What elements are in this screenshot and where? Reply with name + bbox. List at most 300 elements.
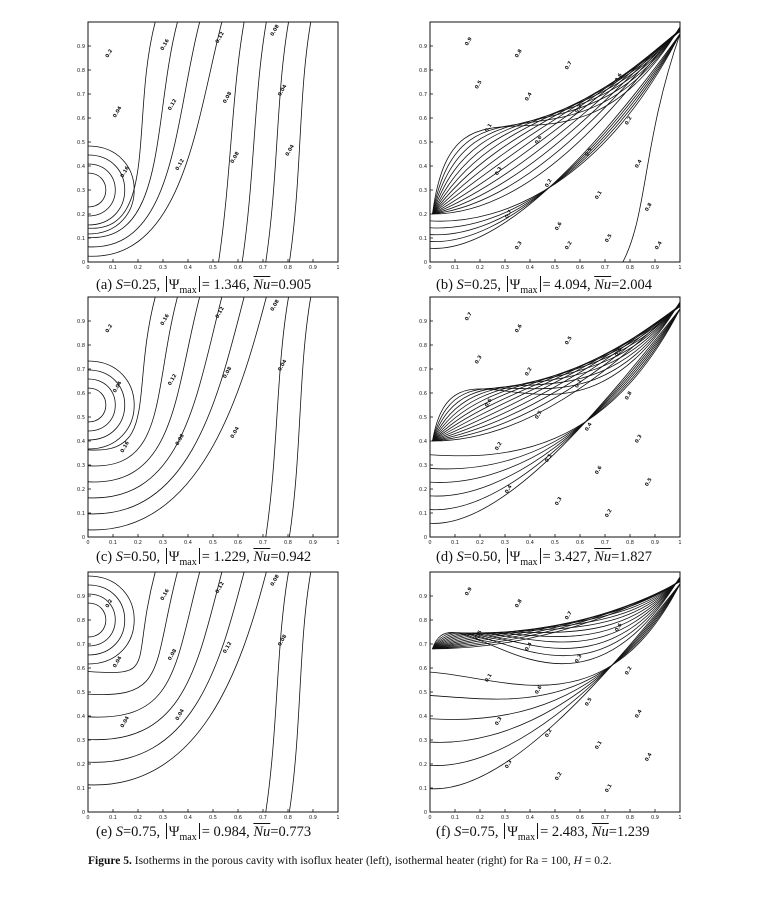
y-tick-label: 0.4	[77, 713, 85, 720]
x-tick-label: 0.6	[234, 815, 242, 821]
contour-label: 0.1	[594, 189, 604, 201]
caption-psi-sub: max	[520, 284, 538, 296]
isotherm-line	[433, 31, 681, 214]
x-tick-label: 1	[336, 265, 340, 271]
figure-caption-h-label: H	[573, 855, 582, 867]
figure-caption-text: Isotherms in the porous cavity with isoflux heater (left), isothermal heater (right) for Ra = 100,	[134, 855, 571, 867]
contour-label: 0.5	[564, 335, 574, 346]
caption-c	[96, 548, 311, 568]
contour-label: 0.2	[494, 440, 504, 452]
y-tick-label: 0.2	[419, 486, 427, 493]
caption-s-value: =0.25,	[463, 277, 501, 293]
panel-c	[77, 297, 340, 547]
y-tick-label: 0.4	[77, 163, 85, 170]
caption-s-label: S	[454, 824, 462, 840]
caption-s-value: =0.50,	[463, 549, 501, 565]
x-tick-label: 0.8	[284, 540, 292, 546]
x-tick-label: 0.1	[109, 540, 117, 546]
contour-label: 0.6	[614, 622, 624, 633]
x-tick-label: 0.7	[601, 540, 609, 546]
y-tick-label: 0.9	[77, 43, 85, 50]
contour-label: 0.16	[119, 165, 131, 179]
x-tick-label: 0	[428, 540, 432, 546]
contour-label: 0.8	[624, 390, 634, 402]
x-tick-label: 0	[86, 540, 90, 546]
isotherm-line	[88, 297, 200, 482]
y-tick-label: 0.8	[419, 342, 427, 349]
y-tick-label: 0.6	[419, 665, 427, 672]
x-tick-label: 0.9	[651, 265, 659, 271]
contour-label: 0.2	[104, 48, 115, 59]
y-tick-label: 0.7	[77, 641, 85, 648]
caption-psi: Ψ	[168, 277, 180, 293]
x-tick-label: 0	[86, 265, 90, 271]
contour-label: 0.2	[544, 177, 554, 189]
contour-label: 0.3	[574, 103, 584, 115]
isotherm-line	[433, 31, 681, 214]
contour-label: 0.12	[214, 305, 226, 320]
caption-b	[436, 276, 652, 296]
contour-label: 0.5	[474, 629, 484, 641]
contour-label: 0.12	[214, 580, 226, 595]
y-tick-label: 0.5	[77, 689, 85, 696]
contour-label: 0.3	[494, 165, 504, 177]
caption-psi-value: = 1.346,	[201, 277, 250, 293]
y-tick-label: 0.5	[77, 414, 85, 421]
contour-label: 0.04	[174, 708, 186, 722]
isotherm-line	[88, 572, 200, 717]
x-tick-label: 0.6	[576, 265, 584, 271]
y-tick-label: 0.4	[419, 713, 427, 720]
x-tick-label: 1	[678, 540, 682, 546]
y-tick-label: 0.3	[77, 737, 85, 744]
x-tick-label: 0.7	[259, 540, 267, 546]
x-tick-label: 0.6	[234, 540, 242, 546]
x-tick-label: 0.7	[259, 815, 267, 821]
contour-label: 0.4	[644, 751, 654, 763]
x-tick-label: 0.3	[501, 265, 509, 271]
isotherm-line	[88, 146, 134, 234]
contour-label: 0.7	[464, 311, 474, 322]
caption-s-label: S	[115, 277, 123, 293]
contour-label: 0.6	[614, 72, 624, 83]
isotherm-curves	[88, 572, 311, 812]
x-tick-label: 0.5	[551, 815, 559, 821]
caption-psi-sub: max	[179, 284, 197, 296]
caption-a	[96, 276, 311, 296]
figure-caption	[88, 855, 611, 867]
isotherm-line	[88, 572, 266, 785]
contour-plot-b	[419, 22, 682, 272]
y-tick-label: 0.4	[419, 438, 427, 445]
y-tick-label: 0.3	[77, 462, 85, 469]
contour-label: 0.08	[229, 150, 241, 165]
isotherm-line	[88, 379, 115, 431]
y-tick-label: 0.5	[419, 689, 427, 696]
y-tick-label: 0.2	[419, 761, 427, 768]
isotherm-line	[88, 576, 134, 664]
isotherm-line	[433, 302, 681, 441]
contour-label: 0.12	[214, 30, 226, 45]
caption-letter: (b)	[436, 277, 453, 293]
contour-label: 0.2	[624, 665, 634, 677]
y-tick-label: 0.9	[419, 593, 427, 600]
caption-nu: $\overline{Nu}$	[253, 277, 271, 293]
y-tick-label: 0.8	[419, 67, 427, 74]
y-tick-label: 0.9	[419, 43, 427, 50]
x-tick-label: 0.8	[626, 540, 634, 546]
caption-nu: $\overline{Nu}$	[594, 549, 612, 565]
isotherm-line	[430, 584, 680, 720]
y-tick-label: 0.5	[419, 414, 427, 421]
x-tick-label: 0.9	[651, 540, 659, 546]
y-tick-label: 0.1	[419, 785, 427, 792]
contour-label: 0.12	[167, 373, 179, 387]
isotherm-line	[433, 30, 681, 214]
isotherm-line	[433, 30, 681, 214]
x-tick-label: 0.2	[476, 815, 484, 821]
contour-label: 0.5	[584, 696, 594, 708]
x-tick-label: 0.4	[526, 540, 534, 546]
y-tick-label: 0.3	[419, 462, 427, 469]
y-tick-label: 0.3	[419, 187, 427, 194]
x-tick-label: 0.5	[551, 540, 559, 546]
contour-label: 0.5	[534, 409, 544, 421]
isotherm-line	[433, 30, 681, 214]
caption-psi: Ψ	[168, 824, 180, 840]
plot-frame	[88, 572, 338, 812]
contour-label: 0.04	[112, 655, 124, 669]
contour-label: 0.1	[594, 739, 604, 751]
x-tick-label: 0.1	[109, 815, 117, 821]
isotherm-line	[219, 22, 245, 262]
isotherm-curves	[430, 577, 680, 789]
contour-label: 0.1	[544, 452, 554, 464]
contour-plot-a	[77, 22, 340, 272]
isotherm-line	[88, 22, 177, 238]
caption-letter: (c)	[96, 549, 113, 565]
y-tick-label: 0	[423, 534, 427, 541]
caption-psi-value: = 4.094,	[542, 277, 591, 293]
x-tick-label: 1	[678, 265, 682, 271]
contour-label: 0.6	[514, 323, 524, 334]
y-tick-label: 0.1	[419, 235, 427, 242]
contour-label: 0.5	[584, 146, 594, 158]
contour-plot-c	[77, 297, 340, 547]
contour-label: 0.4	[524, 641, 534, 653]
isotherm-line	[430, 309, 680, 523]
y-tick-label: 0.6	[419, 390, 427, 397]
contour-label: 0.04	[112, 105, 124, 119]
x-tick-label: 0.5	[209, 540, 217, 546]
isotherm-line	[430, 584, 680, 766]
isotherm-line	[433, 29, 681, 214]
contour-label: 0.04	[277, 83, 289, 98]
isotherm-curves	[430, 302, 680, 524]
x-tick-label: 0.7	[601, 815, 609, 821]
contour-label: 0.4	[504, 484, 514, 495]
isotherm-line	[430, 34, 680, 228]
caption-psi: Ψ	[507, 824, 518, 840]
x-tick-label: 0.5	[551, 265, 559, 271]
contour-label: 0.04	[229, 425, 241, 440]
x-tick-label: 0.4	[184, 265, 192, 271]
contour-label: 0.1	[484, 122, 494, 134]
contour-label: 0.3	[634, 433, 644, 445]
caption-psi-value: = 3.427,	[542, 549, 591, 565]
contour-label: 0.8	[514, 48, 524, 59]
contour-label: 0.04	[112, 380, 124, 394]
caption-psi-sub: max	[179, 556, 197, 568]
x-tick-label: 0.2	[134, 540, 142, 546]
x-tick-label: 0.7	[259, 265, 267, 271]
isotherm-line	[266, 22, 289, 262]
caption-nu-value: =0.773	[270, 824, 312, 840]
contour-label: 0.16	[119, 440, 131, 454]
x-tick-label: 0.3	[159, 815, 167, 821]
contour-label: 0.16	[159, 588, 171, 602]
y-tick-label: 0.1	[77, 235, 85, 242]
caption-psi-sub: max	[517, 831, 536, 843]
x-tick-label: 0.5	[209, 815, 217, 821]
contour-label: 0.2	[554, 771, 564, 782]
isotherm-line	[289, 572, 310, 812]
contour-label: 0.3	[554, 496, 564, 507]
x-tick-label: 0.4	[526, 815, 534, 821]
contour-label: 0.4	[584, 421, 594, 433]
x-tick-label: 0.9	[309, 815, 317, 821]
y-tick-label: 0.7	[77, 91, 85, 98]
x-tick-label: 0.6	[576, 540, 584, 546]
caption-psi: Ψ	[509, 549, 521, 565]
isotherm-line	[88, 361, 134, 449]
contour-label: 0.5	[604, 233, 614, 244]
contour-label: 0.3	[574, 653, 584, 665]
contour-label: 0.1	[484, 672, 494, 684]
contour-label: 0.6	[594, 464, 604, 476]
y-tick-label: 0.6	[419, 115, 427, 122]
contour-plot-d	[419, 297, 682, 547]
x-tick-label: 0.1	[451, 265, 459, 271]
isotherm-line	[88, 22, 155, 228]
y-tick-label: 0.6	[77, 390, 85, 397]
y-tick-label: 0.4	[77, 438, 85, 445]
x-tick-label: 0.4	[184, 815, 192, 821]
contour-label: 0.1	[574, 378, 584, 390]
caption-s-value: =0.75,	[122, 824, 161, 840]
y-tick-label: 0.8	[77, 342, 85, 349]
caption-psi-sub: max	[179, 831, 197, 843]
caption-s-value: =0.25,	[122, 277, 161, 293]
x-tick-label: 0.7	[601, 265, 609, 271]
y-tick-label: 0	[423, 809, 427, 816]
x-tick-label: 0.6	[234, 265, 242, 271]
isotherm-line	[266, 297, 289, 537]
caption-letter: (a)	[96, 277, 113, 293]
caption-nu-value: =2.004	[611, 277, 652, 293]
caption-nu: $\overline{Nu}$	[253, 549, 271, 565]
contour-plot-e	[77, 572, 340, 822]
isotherm-curves	[88, 22, 311, 262]
caption-psi-value: = 1.229,	[201, 549, 250, 565]
caption-s-label: S	[115, 824, 123, 840]
x-tick-label: 0	[86, 815, 90, 821]
contour-label: 0.8	[514, 598, 524, 609]
caption-nu-value: =0.942	[270, 549, 312, 565]
x-tick-label: 0.4	[184, 540, 192, 546]
contour-label: 0.12	[222, 640, 234, 655]
panel-b	[419, 22, 682, 272]
isotherm-line	[623, 34, 680, 262]
contour-label: 0.4	[634, 708, 644, 720]
y-tick-label: 0.8	[77, 617, 85, 624]
caption-f	[436, 823, 650, 843]
isotherm-line	[289, 297, 310, 537]
isotherm-line	[88, 155, 125, 225]
isotherm-line	[88, 572, 222, 740]
caption-e	[96, 823, 311, 843]
y-tick-label: 0.1	[77, 510, 85, 517]
x-tick-label: 1	[336, 540, 340, 546]
caption-letter: (e)	[96, 824, 113, 840]
contour-label: 0.2	[564, 240, 574, 251]
isotherm-line	[266, 572, 289, 812]
x-tick-label: 0.2	[476, 265, 484, 271]
x-tick-label: 0.2	[476, 540, 484, 546]
isotherm-line	[433, 305, 681, 441]
contour-label: 0.08	[269, 298, 281, 313]
y-tick-label: 0.2	[77, 761, 85, 768]
caption-psi-value: = 2.483,	[540, 824, 589, 840]
y-tick-label: 0.7	[419, 366, 427, 373]
y-tick-label: 0	[423, 259, 427, 266]
y-tick-label: 0.8	[77, 67, 85, 74]
caption-s-value: =0.50,	[122, 549, 161, 565]
contour-label: 0.6	[534, 134, 544, 146]
contour-label: 0.3	[514, 240, 524, 251]
x-tick-label: 0.3	[501, 815, 509, 821]
contour-label: 0.4	[654, 240, 664, 251]
contour-label: 0.9	[464, 36, 474, 47]
contour-label: 0.8	[644, 201, 654, 213]
panel-e	[77, 572, 340, 822]
contour-label: 0.5	[644, 476, 654, 488]
isotherm-line	[433, 303, 681, 441]
x-tick-label: 0.8	[284, 265, 292, 271]
x-tick-label: 1	[678, 815, 682, 821]
x-tick-label: 0	[428, 265, 432, 271]
y-tick-label: 0.5	[419, 139, 427, 146]
contour-label: 0.04	[284, 143, 296, 158]
contour-label: 0.6	[554, 221, 564, 232]
y-tick-label: 0.6	[77, 115, 85, 122]
x-tick-label: 0.8	[626, 815, 634, 821]
caption-psi-sub: max	[520, 556, 538, 568]
x-tick-label: 0.1	[109, 265, 117, 271]
caption-letter: (f)	[436, 824, 451, 840]
figure-label: Figure 5.	[88, 855, 132, 867]
x-tick-label: 0.2	[134, 815, 142, 821]
y-tick-label: 0.6	[77, 665, 85, 672]
y-tick-label: 0.1	[419, 510, 427, 517]
x-tick-label: 0	[428, 815, 432, 821]
contour-label: 0.16	[159, 38, 171, 52]
y-tick-label: 0.9	[419, 318, 427, 325]
contour-label: 0.08	[269, 23, 281, 38]
caption-d	[436, 548, 652, 568]
contour-label: 0.6	[534, 684, 544, 696]
contour-label: 0.08	[222, 365, 234, 380]
caption-psi: Ψ	[509, 277, 521, 293]
x-tick-label: 0.9	[309, 265, 317, 271]
isotherm-line	[430, 584, 680, 789]
y-tick-label: 0.7	[419, 91, 427, 98]
isotherm-line	[289, 22, 310, 262]
y-tick-label: 0.5	[77, 139, 85, 146]
y-tick-label: 0.2	[77, 486, 85, 493]
contour-label: 0.12	[167, 98, 179, 112]
x-tick-label: 0.5	[209, 265, 217, 271]
x-tick-label: 0.4	[526, 265, 534, 271]
contour-label: 0.08	[277, 633, 289, 648]
isotherm-line	[88, 585, 125, 655]
x-tick-label: 0.3	[159, 540, 167, 546]
contour-label: 0.04	[277, 358, 289, 373]
contour-label: 0.08	[269, 573, 281, 588]
panel-f	[419, 572, 682, 822]
caption-nu-value: =0.905	[270, 277, 312, 293]
contour-label: 0.2	[544, 727, 554, 739]
contour-label: 0.6	[484, 397, 494, 409]
caption-s-label: S	[115, 549, 123, 565]
y-tick-label: 0	[81, 809, 85, 816]
contour-plot-f	[419, 572, 682, 822]
x-tick-label: 0.6	[576, 815, 584, 821]
contour-label: 0.08	[167, 648, 179, 662]
y-tick-label: 0.9	[77, 318, 85, 325]
contour-label: 0.2	[604, 508, 614, 519]
contour-label: 0.9	[464, 586, 474, 597]
x-tick-label: 0.8	[284, 815, 292, 821]
contour-label: 0.3	[494, 715, 504, 727]
contour-label: 0.08	[222, 90, 234, 105]
contour-label: 0.12	[174, 158, 186, 172]
contour-label: 0.3	[504, 759, 514, 770]
contour-label: 0.4	[524, 91, 534, 103]
caption-psi: Ψ	[168, 549, 180, 565]
contour-label: 0.7	[564, 610, 574, 621]
contour-label: 0.2	[104, 323, 115, 334]
isotherm-curves	[88, 297, 311, 537]
caption-nu: $\overline{Nu}$	[253, 824, 271, 840]
caption-letter: (d)	[436, 549, 453, 565]
contour-label: 0.1	[604, 783, 614, 794]
caption-nu-value: =1.827	[611, 549, 652, 565]
isotherm-line	[88, 297, 266, 530]
contour-label: 0.2	[524, 366, 534, 378]
x-tick-label: 0.9	[651, 815, 659, 821]
contour-label: 0.2	[624, 115, 634, 127]
contour-label: 0.3	[474, 354, 484, 366]
caption-s-label: S	[456, 277, 464, 293]
y-tick-label: 0.1	[77, 785, 85, 792]
caption-nu: $\overline{Nu}$	[594, 277, 612, 293]
isotherm-line	[433, 29, 681, 214]
contour-label: 0.7	[564, 60, 574, 71]
y-tick-label: 0.8	[419, 617, 427, 624]
contour-label: 0.16	[159, 313, 171, 327]
y-tick-label: 0.7	[77, 366, 85, 373]
